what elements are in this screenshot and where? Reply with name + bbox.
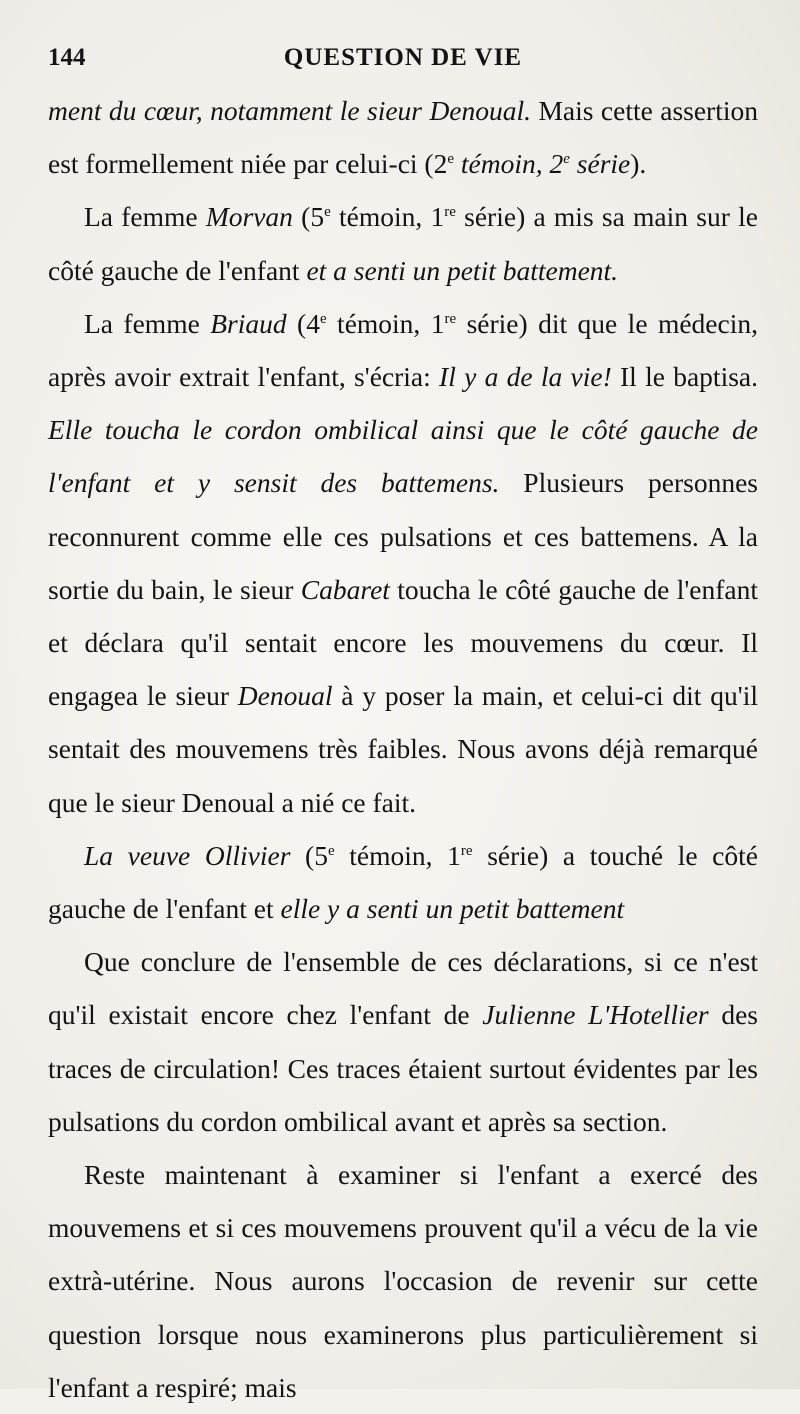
text-run: La femme [84,307,211,339]
italic-run: Julienne L'Hotellier [482,999,709,1031]
text-run: re [444,310,457,327]
text-run: série) a mis sa main sur le côté gauche de l'enfant [48,201,758,286]
paragraph [48,84,758,190]
italic-run: et a senti un petit battement. [306,254,619,286]
superscript [563,151,570,167]
italic-run: ment du cœur, notamment le sieur Denoual. [48,95,532,126]
text-run: à y poser la main, et celui-ci dit qu'il sentait des mouvemens très faibles. Nous avons déjà remarqué que le sieur Denoual a nié ce fait. [48,680,758,818]
italic-run: Briaud [210,307,287,339]
page-number: 144 [48,44,86,71]
text-run: des traces de circulation! Ces traces étaient surtout évidentes par les pulsations du cordon ombilical avant et après sa section. [48,999,758,1137]
text-run: Que conclure de l'ensemble de ces déclarations, si ce n'est qu'il existait encore chez l'enfant de [48,946,758,1031]
text-run: témoin, 1 [334,839,461,871]
text-run: (5 [290,839,328,871]
text-run: Reste maintenant à examiner si l'enfant a exercé des mouvemens et si ces mouvemens prouvent qu'il a vécu de la vie extrà-utérine. Nous aurons l'occasion de revenir sur cette question lorsque nous examinerons plus particulièrement si l'enfant a respiré; mais [48,1159,758,1403]
paragraph [48,297,758,829]
superscript [324,204,331,220]
italic-run: série [569,148,631,180]
text-run: e [319,310,327,327]
page-header [48,36,758,84]
italic-run: témoin, 2 [454,148,564,180]
paragraph [48,190,758,296]
superscript [320,311,327,327]
text-run: re [444,204,456,221]
italic-run: La veuve Ollivier [84,839,291,871]
superscript [328,843,335,859]
italic-run: Cabaret [300,573,390,605]
running-title: QUESTION DE VIE [283,44,523,71]
paragraph [48,1148,758,1414]
superscript [461,843,473,859]
italic-run: elle y a senti un petit battement [280,893,625,925]
italic-run: Morvan [205,201,293,233]
text-run: ). [630,148,647,180]
text-run: série) dit que le médecin, après avoir extrait l'enfant, s'écria: [48,307,758,393]
text-run: (5 [292,201,325,233]
italic-run: Denoual [237,680,333,712]
text-run: e [327,842,335,859]
text-run: Il le baptisa. [611,361,758,393]
text-run: e [324,204,331,221]
text-run: (4 [286,307,320,339]
text-run: Mais cette assertion est formellement niée par celui-ci (2 [48,95,758,180]
paragraph [48,935,758,1148]
italic-run: Elle toucha le cordon ombilical ainsi que le côté gauche de l'enfant et y sensit des battemens. [48,414,758,499]
text-run: La femme [84,201,206,233]
superscript [447,151,454,167]
body-text [48,84,758,1414]
text-run: témoin, 1 [326,307,445,339]
italic-run: Il y a de la vie! [439,361,612,393]
text-run: Plusieurs personnes reconnurent comme elle ces pulsations et ces battemens. A la sortie du bain, le sieur [48,467,758,605]
superscript [444,204,456,220]
text-run: re [460,842,473,859]
paragraph [48,829,758,935]
italic-run: e [563,151,570,168]
text-run: témoin, 1 [330,201,445,233]
superscript [445,311,457,327]
text-run: toucha le côté gauche de l'enfant et déclara qu'il sentait encore les mouvemens du cœur. Il engagea le sieur [48,573,758,712]
text-run: série) a touché le côté gauche de l'enfant et [48,839,758,925]
text-run: e [447,151,454,168]
